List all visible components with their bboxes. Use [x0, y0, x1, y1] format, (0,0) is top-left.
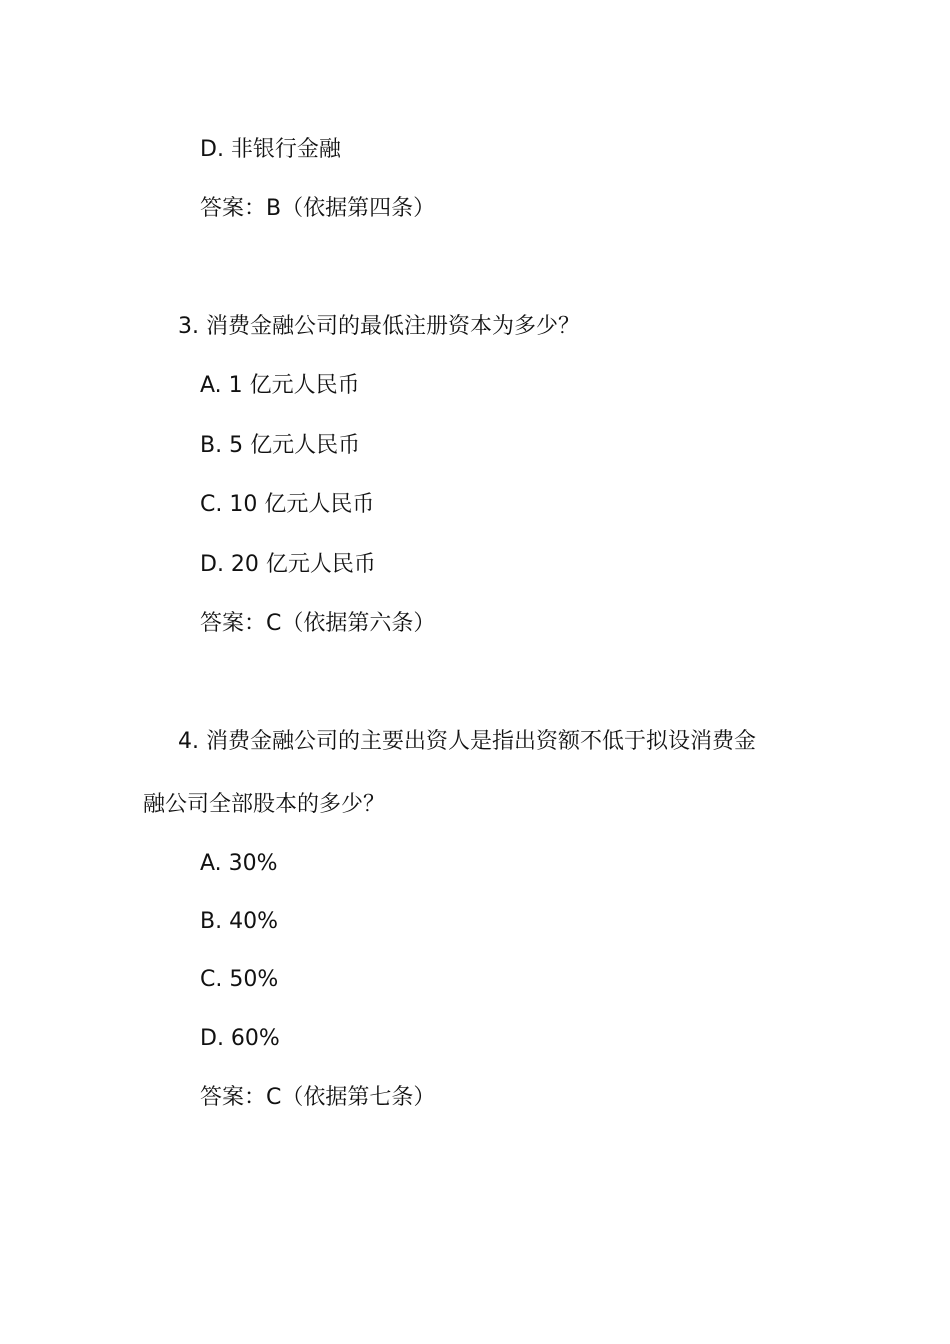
q3-option-b: B. 5 亿元人民币	[200, 433, 361, 458]
q4-option-d: D. 60%	[200, 1026, 280, 1051]
q4-question-line1: 4. 消费金融公司的主要出资人是指出资额不低于拟设消费金	[178, 729, 756, 754]
q3-option-d: D. 20 亿元人民币	[200, 552, 376, 577]
q3-answer: 答案：C（依据第六条）	[200, 611, 436, 636]
q3-question: 3. 消费金融公司的最低注册资本为多少？	[178, 314, 580, 339]
q2-option-d: D. 非银行金融	[200, 137, 341, 162]
q3-option-a: A. 1 亿元人民币	[200, 373, 360, 398]
q4-option-b: B. 40%	[200, 909, 278, 934]
q4-option-c: C. 50%	[200, 967, 279, 992]
q4-answer: 答案：C（依据第七条）	[200, 1085, 436, 1110]
q4-question-line2: 融公司全部股本的多少？	[143, 792, 386, 817]
q2-answer: 答案：B（依据第四条）	[200, 196, 436, 221]
q3-option-c: C. 10 亿元人民币	[200, 492, 375, 517]
q4-option-a: A. 30%	[200, 851, 278, 876]
